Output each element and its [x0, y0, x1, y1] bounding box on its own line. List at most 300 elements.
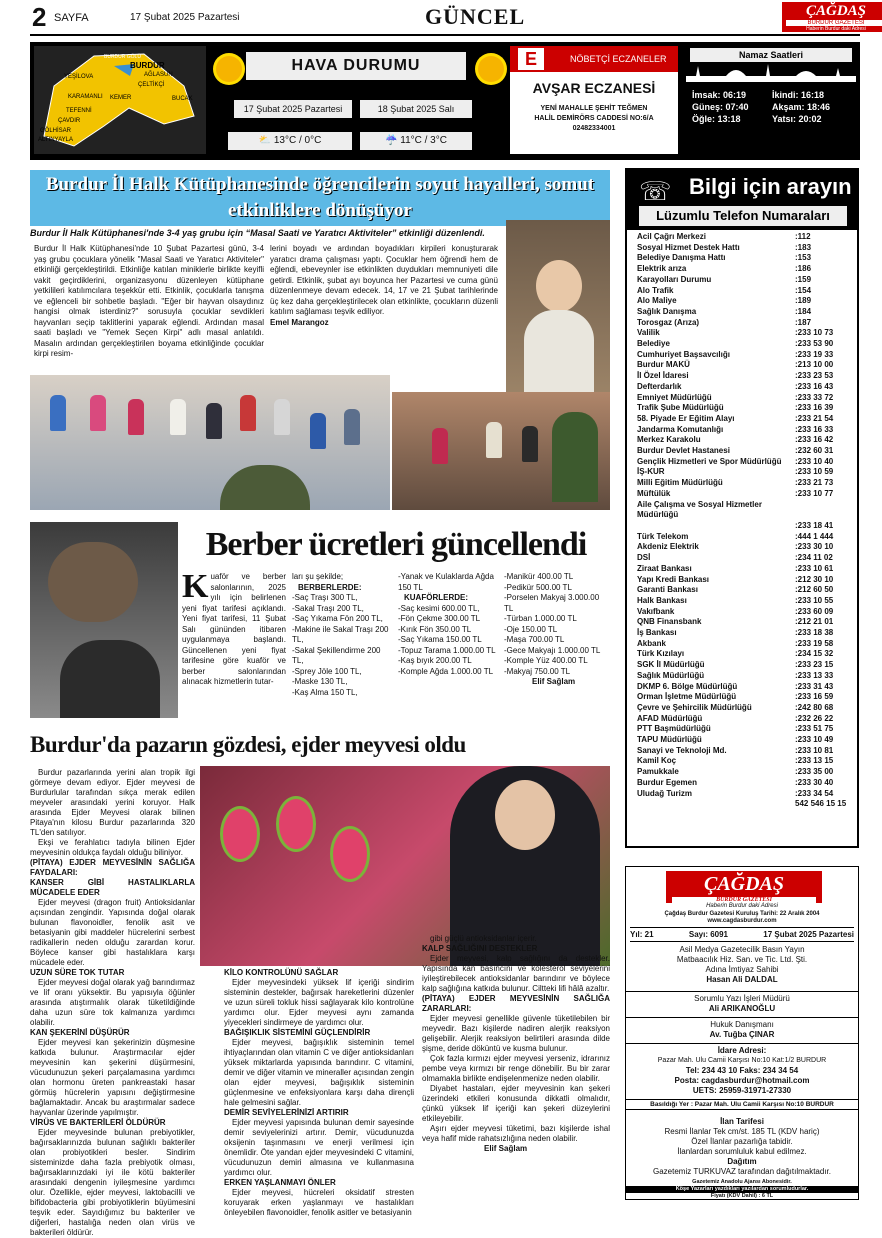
- phone-entry: [637, 660, 851, 671]
- price-item: -Kaş bıyık 200.00 TL: [398, 656, 472, 665]
- pharmacy-panel: [510, 46, 678, 154]
- children-activity-photo: [392, 392, 610, 510]
- section-heading: UZUN SÜRE TOK TUTAR: [30, 968, 125, 977]
- map-town: YEŞİLOVA: [64, 74, 94, 80]
- phone-entry: [637, 360, 851, 371]
- child-face: [536, 260, 582, 312]
- phone-entry: [637, 553, 851, 564]
- phone-entry: [637, 703, 851, 714]
- imprint-box: [625, 866, 859, 1200]
- map-illustration: [34, 46, 206, 154]
- phone-entry-name: Halk Bankası: [637, 595, 687, 605]
- phone-entry-number[interactable]: :233 10 77: [795, 488, 834, 498]
- section-title: GÜNCEL: [425, 4, 526, 29]
- imprint-legal: [626, 1017, 858, 1040]
- owner-line: Adına İmtiyaz Sahibi: [705, 965, 779, 974]
- paragraph: Burdur pazarlarında yerini alan tropik ilgi görmeye devam ediyor. Ejder meyvesi de Burdurlular tarafından sıkça merak edilen meyveler arasındaki yerini koruyor. Halk arasında Ejder Meyvesi olarak bilinen Pitaya'nın kilosu Burdur pazarlarında 320 TL'den satılıyor.: [30, 768, 195, 837]
- phone-entry-number[interactable]: :234 11 02: [795, 553, 833, 563]
- phone-entry-name: Garanti Bankası: [637, 585, 698, 595]
- phone-entry-name: Türk Telekom: [637, 531, 689, 541]
- phone-entry: [637, 275, 851, 286]
- phone-entry-name: SGK İl Müdürlüğü: [637, 660, 705, 670]
- phone-entry-name: Pamukkale: [637, 767, 679, 777]
- phone-entry-number[interactable]: :233 19 33: [795, 349, 834, 359]
- phone-entry-number[interactable]: :233 10 81: [795, 745, 834, 755]
- phone-entry-number[interactable]: :184: [795, 306, 812, 316]
- prayer-gunes: Güneş: 07:40: [692, 102, 749, 112]
- phone-entry: [637, 607, 851, 618]
- logo-text: ÇAĞDAŞ: [805, 3, 867, 19]
- phone-entry-name: DKMP 6. Bölge Müdürlüğü: [637, 681, 738, 691]
- phone-entry: [637, 307, 851, 318]
- phone-entry-number[interactable]: :233 60 09: [795, 606, 834, 616]
- phone-entry-name: Sanayi ve Teknoloji Md.: [637, 745, 727, 755]
- phone-entry-number[interactable]: :233 16 39: [795, 403, 834, 413]
- phone-entry: [637, 457, 851, 468]
- phone-entry-number[interactable]: :233 13 15: [795, 756, 834, 766]
- prayer-yatsi: Yatsı: 20:02: [772, 114, 822, 124]
- hair-pre-list: [398, 572, 498, 593]
- phone-entry: [637, 478, 851, 489]
- phone-entry-number[interactable]: :234 15 32: [795, 649, 834, 659]
- dist-label: Dağıtım: [727, 1157, 757, 1166]
- phone-entry-name: Torosgaz (Arıza): [637, 317, 700, 327]
- imprint-phone: Tel: 234 43 10 Faks: 234 34 54: [685, 1066, 799, 1075]
- address-text: Pazar Mah. Ulu Camii Karşısı No:10 Kat:1/2 BURDUR: [657, 1057, 827, 1064]
- editor-name: Ali ARIKANOĞLU: [708, 1004, 776, 1013]
- ad-line: Resmi İlanlar Tek cm/st. 185 TL (KDV hariç): [664, 1127, 820, 1136]
- footer-line: Gazetemiz Anadolu Ajansı Abonesidir.: [692, 1179, 792, 1185]
- phone-entry-number[interactable]: :233 13 33: [795, 670, 834, 680]
- phone-entry-name: Alo Maliye: [637, 296, 677, 306]
- phone-entry-number[interactable]: :112: [795, 232, 811, 241]
- logo-slogan: Haberin Burdur daki Adresi: [806, 26, 866, 32]
- phone-entry-name: Müftülük: [637, 488, 671, 498]
- article-barber: [30, 522, 610, 722]
- phone-entry: [637, 767, 851, 778]
- map-town: ÇELTİKÇİ: [138, 82, 165, 88]
- imprint-logo: [666, 871, 822, 903]
- phone-entry: [637, 264, 851, 275]
- client-figure: [60, 640, 160, 718]
- imprint-email[interactable]: Posta: cagdasburdur@hotmail.com: [674, 1076, 810, 1085]
- pharmacy-e-icon: E: [518, 48, 544, 70]
- phone-entry-name: Vakıfbank: [637, 606, 675, 616]
- phone-entry-number[interactable]: :233 16 59: [795, 692, 834, 702]
- phone-entry: [637, 339, 851, 350]
- phone-entry-name: Sağlık Müdürlüğü: [637, 670, 705, 680]
- phone-entry-number[interactable]: :159: [795, 274, 812, 284]
- section-heading: BAĞIŞIKLIK SİSTEMİNİ GÜÇLENDİRİR: [224, 1028, 371, 1037]
- price-item: -Maşa 700.00 TL: [504, 635, 565, 644]
- phone-entry-name: Elektrik arıza: [637, 264, 687, 274]
- owner-line: Asil Medya Gazetecilik Basın Yayın: [679, 945, 805, 954]
- ad-line: İlanlardan sorumluluk kabul edilmez.: [677, 1147, 807, 1156]
- paragraph: Çok fazla kırmızı ejder meyvesi yerseniz, idrarınız pembe veya kırmızı bir renge dönebilir. Bu bir zarar olmamakla birlikte endişelenmenize neden olabilir.: [422, 1054, 610, 1083]
- phone-entry: [637, 232, 851, 243]
- phone-entry: [637, 639, 851, 650]
- paragraph: Ejder meyvesi (dragon fruit) Antioksidanlar açısından zengindir. Yapısında doğal olarak bulunan flavonoidler, fenolik asit ve betasiyanin gibi maddeler hücrelerini serbest radikallerin neden olduğu zarardan korur. Böylece kanser gibi hastalıklara karşı mücadele eder.: [30, 898, 195, 967]
- phone-entry-name: İl Özel İdaresi: [637, 371, 689, 381]
- article-dragon-fruit-col3-text: [422, 934, 610, 1144]
- weather-title: HAVA DURUMU: [246, 52, 466, 80]
- phone-entry-number[interactable]: :233 23 15: [795, 660, 834, 670]
- phone-entry: [637, 253, 851, 264]
- pharmacy-phone: 02482334001: [572, 125, 616, 132]
- sun-icon: [216, 56, 242, 82]
- map-town: GÖLHİSAR: [40, 128, 72, 134]
- paragraph: Aşırı ejder meyvesi tüketimi, bazı kişilerde ishal veya hafif mide rahatsızlığına neden olabilir.: [422, 1124, 610, 1143]
- weather-panel: [212, 46, 508, 154]
- phone-entry-number[interactable]: :233 10 73: [795, 328, 834, 338]
- phone-entry-number[interactable]: [795, 500, 851, 521]
- phone-entry-name: Aile Çalışma ve Sosyal Hizmetler Müdürlüğü: [637, 499, 762, 520]
- prayer-ikindi: İkindi: 16:18: [772, 90, 825, 100]
- paragraph: Ejder meyvesi doğal olarak yağ barındırmaz ve lif oranı yüksektir. Bu yapısıyla öğünler arasında atıştırmalık olarak tüketildiğinde daha uzun süre tok kalmanıza yardımcı olabilir.: [30, 978, 195, 1027]
- prayer-ogle: Öğle: 13:18: [692, 114, 741, 124]
- paragraph: gibi güçlü antioksidanlar içerir.: [430, 934, 537, 943]
- article-library: [30, 170, 610, 510]
- phone-entry-number[interactable]: :233 10 61: [795, 563, 834, 573]
- phone-entry-name: DSİ: [637, 553, 651, 563]
- phone-entry-name: Karayolları Durumu: [637, 274, 712, 284]
- imprint-address: [626, 1043, 858, 1096]
- section-heading: ERKEN YAŞLANMAYI ÖNLER: [224, 1178, 336, 1187]
- article-dragon-fruit-col2: [224, 968, 414, 1218]
- hair-figure: [48, 542, 138, 622]
- barber-intro: ları şu şekilde;: [292, 572, 344, 581]
- article-library-col2: [270, 244, 498, 328]
- article-library-col2-text: lerini boyadı ve ardından boyadıkları kirpileri konuşturarak yaratıcı drama çalışması yaptı. Çocuklar hem öğrendi hem de eğlendi, ebeveynler ise etkinlikten duydukları memnuniyeti dile getirdi. Etkinlik, şubat ayı boyunca her Pazartesi ve cuma günü düzenlenmeye devam edecek. 14, 17 ve 21 Şubat tarihlerinde üç kez daha gerçekleştirilecek olan etkinlikte, çocukların düzenli katılım sağlaması teşvik ediliyor.: [270, 244, 498, 316]
- phone-entry-name: Uludağ Turizm: [637, 788, 692, 798]
- price-item: -Oje 150.00 TL: [504, 624, 558, 634]
- phone-entry-name: TAPU Müdürlüğü: [637, 735, 702, 745]
- phone-entry-number[interactable]: :233 10 55: [795, 595, 834, 605]
- phone-entry: [637, 446, 851, 457]
- price-item: -Maske 130 TL,: [292, 677, 348, 686]
- barber-price-list: [292, 593, 394, 698]
- imprint-ads: [626, 1117, 858, 1177]
- phone-entry: [637, 489, 851, 500]
- paragraph: Ejder meyvesi, bağışıklık sisteminin temel ihtiyaçlarından olan vitamin C ve diğer antioksidanları yüksek miktarlarda yapısında barındırır. C vitamini, demir ve diğer vitamin ve mineraller açısından zengin olan ejder meyvesi, bağışıklık sisteminin güçlenmesine ve enfeksiyonlara karşı daha dirençli hale gelmesini sağlar.: [224, 1038, 414, 1107]
- dragon-fruit: [330, 826, 370, 882]
- phone-entry-number[interactable]: :233 35 00: [795, 767, 834, 777]
- editor-label: Sorumlu Yazı İşleri Müdürü: [694, 994, 790, 1003]
- section-heading: KİLO KONTROLÜNÜ SAĞLAR: [224, 968, 339, 977]
- phone-entry-name: Türk Kızılayı: [637, 649, 685, 659]
- teacher-figure: [220, 465, 310, 510]
- legal-name: Av. Tuğba ÇINAR: [709, 1030, 775, 1039]
- price-item: -Yanak ve Kulaklarda Ağda 150 TL: [398, 572, 494, 592]
- phone-entry: [637, 682, 851, 693]
- vendor-face: [495, 780, 555, 850]
- imprint-editor: [626, 991, 858, 1014]
- phone-entry: [637, 350, 851, 361]
- map-town: ALTINYAYLA: [38, 137, 74, 143]
- weather-temp2: [360, 132, 472, 150]
- map-lake-label: BURDUR GÖLÜ: [104, 54, 141, 60]
- article-dragon-fruit-col1: [30, 768, 195, 1238]
- phone-entry: [637, 789, 851, 800]
- phone-entry-name: Trafik Şube Müdürlüğü: [637, 403, 724, 413]
- imprint-web[interactable]: www.cagdasburdur.com: [707, 918, 777, 924]
- phone-entry-number[interactable]: :233 16 33: [795, 424, 834, 434]
- article-barber-col1: [182, 568, 286, 688]
- phone-entry-number[interactable]: :233 53 90: [795, 339, 834, 349]
- phone-entry: [637, 521, 851, 532]
- phone-entry: [637, 382, 851, 393]
- price-item: -Fön Çekme 300.00 TL: [398, 614, 481, 623]
- phone-entry-name: Gençlik Hizmetleri ve Spor Müdürlüğü: [637, 456, 782, 466]
- phone-entry-number[interactable]: :233 10 49: [795, 735, 834, 745]
- prayer-times-title: Namaz Saatleri: [690, 48, 852, 62]
- pharmacy-address: [510, 104, 678, 134]
- price-item: -Saç kesimi 600.00 TL,: [398, 603, 480, 613]
- phone-entry-number[interactable]: :153: [795, 253, 812, 263]
- phone-entry-number[interactable]: :233 21 73: [795, 478, 834, 488]
- weather-day1: 17 Şubat 2025 Pazartesi: [234, 100, 352, 118]
- paragraph: Ejder meyvesindeki yüksek lif içeriği sindirim sisteminin destekler, bağırsak hareketlerini düzenler ve uzun süreli tokluk hissi sağlayarak kilo kontrolüne yardımcı olur. Ejder meyvesi aynı zamanda yiyecekleri sindirmeye de yardımcı olur.: [224, 978, 414, 1027]
- phone-entry-name: Acil Çağrı Merkezi: [637, 232, 706, 241]
- phone-entry: [637, 296, 851, 307]
- phone-entry-name: Burdur Devlet Hastanesi: [637, 446, 730, 456]
- article-barber-author: Elif Sağlam: [532, 677, 576, 686]
- phone-entry-name: Kamil Koç: [637, 756, 677, 766]
- phone-entry-name: Defterdarlık: [637, 381, 682, 391]
- phone-entry-number[interactable]: :189: [795, 296, 812, 306]
- article-library-col1: Burdur İl Halk Kütüphanesi'nde 10 Şubat Pazartesi günü, 3-4 yaş grubu çocuklara yönelik "Masal Saati ve Yaratıcı Aktiviteler" etkinliği gerçekleştirildi. Etkinliğe katılan miniklerle birlikte keyifli vakit geçirdiklerini, organizasyonu düzenleyen kütüphane yetkilileri katılımcılara teşekkür etti. Etkinlik, çocuklarla tanışma ve eğlenceli bir sohbetle başladı. "Eğer bir hayvan olsaydınız hangisi olmak isterdiniz?" sorusuyla çocuklar sevdikleri hayvanları seçip taklitlerini yaparak eğlendi. Ardından masal saati başladı ve "Yemek Seçen Kirpi" adlı masal anlatıldı. Masalın ardından gerçekleştirilen boyama etkinliğinde çocuklar kirpi resim-: [34, 244, 264, 358]
- price-item: -Kırık Fön 350.00 TL: [398, 624, 472, 634]
- imprint-logo-text: ÇAĞDAŞ: [703, 873, 785, 895]
- phone-entry: [637, 692, 851, 703]
- phone-entry-number[interactable]: :233 18 38: [795, 628, 834, 638]
- phone-entry: [637, 575, 851, 586]
- phone-entry: [637, 724, 851, 735]
- owner-line: Matbaacılık Hiz. San. ve Tic. Ltd. Şti.: [676, 955, 808, 964]
- sun-icon: [478, 56, 504, 82]
- prayer-times-panel: [686, 46, 856, 154]
- phone-entry: [637, 596, 851, 607]
- price-item: -Porselen Makyaj 3.000.00 TL: [504, 593, 600, 613]
- phone-entry-number[interactable]: :233 10 40: [795, 456, 834, 466]
- temp2-value: 11°C / 3°C: [400, 135, 447, 146]
- imprint-uets: UETS: 25959-31971-27330: [692, 1086, 792, 1095]
- phone-entry-number[interactable]: :233 51 75: [795, 724, 834, 734]
- rain-icon: ☔: [385, 135, 398, 146]
- imprint-date: 17 Şubat 2025 Pazartesi: [763, 930, 854, 939]
- burdur-map: [34, 46, 206, 154]
- phone-entry-number[interactable]: :233 10 59: [795, 467, 834, 477]
- address-label: İdare Adresi:: [717, 1046, 767, 1055]
- price-item: -Komple Yüz 400.00 TL: [504, 656, 588, 665]
- phone-entry-name: Çevre ve Şehircilik Müdürlüğü: [637, 702, 752, 712]
- price-item: -Sakal Şekillendirme 200 TL,: [292, 645, 381, 665]
- paragraph: Ekşi ve ferahlatıcı tadıyla bilinen Ejder meyvesinin oldukça faydalı olduğu biliniyor.: [30, 838, 195, 857]
- phone-entry-number[interactable]: :233 21 54: [795, 413, 834, 423]
- article-barber-col1-text: uaför ve berber salonlarının, 2025 yılı için belirlenen yeni fiyat tarifesi açıklandı. Yeni fiyat tarifesi, 11 Şubat Salı gününden itibaren uygulanmaya başlandı. Güncellenen yeni fiyat tarifesine göre kuaför ve berber salonlarından alınacak hizmetlerin tutar-: [182, 572, 286, 686]
- phone-entry-number[interactable]: :444 1 444: [795, 531, 834, 541]
- phone-entry-number[interactable]: :212 21 01: [795, 617, 834, 627]
- paragraph: Ejder meyvesi yapısında bulunan demir sayesinde demir seviyelerinizi artırır. Demir, vücudunuzda oksijenin taşınmasını ve enerji verilmesi için önemlidir. Öte yandan ejder meyvesindeki C vitamini, vücudunuzun demiri almasına ve kullanmasına yardımcı olur.: [224, 1118, 414, 1177]
- article-dragon-fruit-headline[interactable]: Burdur'da pazarın gözdesi, ejder meyvesi oldu: [30, 732, 466, 757]
- phone-entry: [637, 756, 851, 767]
- article-library-subheadline: Burdur İl Halk Kütüphanesi'nde 3-4 yaş grubu için “Masal Saati ve Yaratıcı Aktiviteler” etkinliği düzenlendi.: [30, 228, 485, 238]
- map-town: AĞLASUN: [144, 72, 173, 78]
- phone-entry: [637, 393, 851, 404]
- phone-entry-number[interactable]: :233 33 72: [795, 392, 834, 402]
- phone-entry-name: QNB Finansbank: [637, 617, 702, 627]
- prayer-imsak: İmsak: 06:19: [692, 90, 747, 100]
- section-heading: (PİTAYA) EJDER MEYVESİNİN SAĞLIĞA ZARARLARI:: [422, 994, 610, 1013]
- phone-entry-name: Burdur MAKÜ: [637, 360, 690, 370]
- phone-entry-number[interactable]: :233 30 40: [795, 777, 834, 787]
- temp1-value: 13°C / 0°C: [273, 135, 322, 146]
- children-group-photo: [30, 375, 390, 510]
- phone-entry-name: Alo Trafik: [637, 285, 674, 295]
- pharmacy-address-1: YENİ MAHALLE ŞEHİT TEĞMEN: [540, 105, 648, 112]
- partly-sunny-icon: ⛅: [258, 135, 272, 146]
- phone-entry-number[interactable]: :233 19 58: [795, 638, 834, 648]
- price-item: -Makine ile Sakal Traşı 200 TL,: [292, 624, 389, 644]
- phone-entry-name: Sağlık Danışma: [637, 306, 697, 316]
- paragraph: Ejder meyvesi genellikle güvenle tüketilebilen bir meyvedir. Bazı kişilerde nadiren alerjik reaksiyon gelişebilir. Alerjik reaksiyon belirtileri arasında dilde şişme, deride döküntü ve kusma bulunur.: [422, 1014, 610, 1053]
- newspaper-logo[interactable]: [782, 2, 882, 32]
- pharmacy-address-2: HALİL DEMİRÖRS CADDESİ NO:6/A: [534, 115, 654, 122]
- info-band: [30, 42, 860, 160]
- mosque-silhouette-icon: [686, 62, 856, 82]
- pharmacy-name: AVŞAR ECZANESİ: [532, 80, 656, 96]
- phone-entry: [637, 532, 851, 543]
- price-item: -Topuz Tarama 1.000.00 TL: [398, 645, 496, 655]
- phone-entry: [637, 414, 851, 425]
- phone-entry: [637, 500, 851, 521]
- phone-entry-name: Belediye Danışma Hattı: [637, 253, 726, 263]
- phone-entry-name: Yapı Kredi Bankası: [637, 574, 710, 584]
- weather-temp1: [228, 132, 352, 150]
- teacher-figure: [552, 412, 598, 502]
- phone-entry-number[interactable]: :183: [795, 242, 812, 252]
- imprint-footer: [626, 1179, 858, 1200]
- phone-entry: [637, 425, 851, 436]
- article-dragon-fruit-col3: [422, 934, 610, 1154]
- map-town: ÇAVDIR: [58, 118, 81, 124]
- page-header: [30, 2, 867, 36]
- phone-entry-number[interactable]: :242 80 68: [795, 702, 834, 712]
- phone-entry: [637, 649, 851, 660]
- paragraph: Ejder meyvesi, kalp sağlığını da destekler. Yapısında kan basıncını ve kolesterol seviyelerini iyileştirebilecek antioksidanlar barındırır ve böylece kalp sağlığına katkıda bulunur. Ciltteki lifi hâlâ azaltır.: [422, 954, 610, 993]
- imprint-issue: [630, 927, 854, 942]
- phone-list: [637, 232, 851, 810]
- price-item: -Gece Makyajı 1.000.00 TL: [504, 645, 601, 655]
- pharmacy-header: NÖBETÇİ ECZANELER: [510, 46, 678, 72]
- phone-entry-number[interactable]: :212 60 50: [795, 585, 834, 595]
- phone-entry-name: Valilik: [637, 328, 660, 338]
- hair-head: KUAFÖRLERDE:: [404, 593, 468, 602]
- map-town: KARAMANLI: [68, 94, 103, 100]
- price-item: -Manikür 400.00 TL: [504, 572, 574, 581]
- article-library-headline[interactable]: Burdur İl Halk Kütüphanesinde öğrencilerin soyut hayalleri, somut etkinliklere dönüşüyor: [30, 170, 610, 226]
- phone-entry-name: Cumhuriyet Başsavcılığı: [637, 349, 730, 359]
- phone-directory-subtitle: Lüzumlu Telefon Numaraları: [639, 206, 847, 226]
- header-date: 17 Şubat 2025 Pazartesi: [130, 12, 240, 23]
- phone-entry-number[interactable]: :233 18 41: [795, 520, 834, 530]
- imprint-owner: [626, 945, 858, 985]
- paragraph: Ejder meyvesinde bulunan prebiyotikler, bağırsaklarınızda bulunan sağlıklı bakteriler olan probiyotikleri besler. Sindirim sisteminizde daha fazla prebiyotik olması, bağırsaklarınızdaki iyi ile kötü bakteriler arasındaki dengenin iyileşmesine yardımcı olur. Özellikle, ejder meyvesi, laktobacilli ve bifidobacteria gibi probiyotiklerin büyümesini teşvik eder. Sayıdığımız bu bakteriler ve diğerleri, hastalığa neden olan virüs ve bakterileri öldürür.: [30, 1128, 195, 1237]
- map-town: BURDUR: [130, 61, 165, 70]
- phone-entry-number[interactable]: 542 546 15 15: [795, 799, 847, 809]
- phone-entry-number[interactable]: :232 26 22: [795, 713, 834, 723]
- phone-entry-number[interactable]: :187: [795, 317, 812, 327]
- map-town: TEFENNİ: [66, 108, 92, 114]
- phone-entry-number[interactable]: :213 10 00: [795, 360, 834, 370]
- prayer-aksam: Akşam: 18:46: [772, 102, 831, 112]
- beauty-price-list: [504, 572, 608, 677]
- price-item: -Pedikür 500.00 TL: [504, 582, 572, 592]
- article-library-author: Emel Marangoz: [270, 317, 329, 327]
- price-item: -Kaş Alma 150 TL,: [292, 687, 358, 697]
- phone-entry: [637, 318, 851, 329]
- phone-entry-number[interactable]: :154: [795, 285, 812, 295]
- page-label: SAYFA: [54, 12, 89, 24]
- imprint-logo-sub: BURDUR GAZETESİ: [672, 897, 816, 903]
- article-barber-headline[interactable]: Berber ücretleri güncellendi: [205, 526, 587, 563]
- phone-entry: [637, 585, 851, 596]
- phone-entry-name: İş Bankası: [637, 628, 677, 638]
- ad-label: İlan Tarifesi: [720, 1117, 764, 1126]
- phone-entry-number[interactable]: :233 30 10: [795, 542, 834, 552]
- phone-entry: [637, 735, 851, 746]
- legal-label: Hukuk Danışmanı: [710, 1020, 774, 1029]
- phone-entry-name: PTT Başmüdürlüğü: [637, 724, 711, 734]
- phone-entry-number[interactable]: :212 30 10: [795, 574, 834, 584]
- phone-entry-number[interactable]: :233 16 42: [795, 435, 834, 445]
- price-item: -Sprey Jöle 100 TL,: [292, 666, 362, 676]
- barber-head: BERBERLERDE:: [298, 582, 362, 592]
- phone-directory-title: Bilgi için arayın: [689, 174, 852, 199]
- phone-entry-name: Merkez Karakolu: [637, 435, 701, 445]
- phone-entry-number[interactable]: :186: [795, 264, 812, 274]
- article-dragon-fruit-author: Elif Sağlam: [484, 1144, 528, 1153]
- drop-cap: K: [182, 568, 209, 605]
- section-heading: KANSER GİBİ HASTALIKLARLA MÜCADELE EDER: [30, 878, 195, 897]
- phone-entry-number[interactable]: :233 23 53: [795, 371, 834, 381]
- price-item: -Türban 1.000.00 TL: [504, 614, 577, 623]
- phone-entry-number[interactable]: :233 16 43: [795, 381, 834, 391]
- phone-entry: [637, 243, 851, 254]
- phone-entry-number[interactable]: :233 34 54: [795, 788, 834, 798]
- phone-entry: [637, 671, 851, 682]
- phone-entry-name: Burdur Egemen: [637, 777, 698, 787]
- phone-entry: [637, 371, 851, 382]
- price-item: -Sakal Traşı 200 TL,: [292, 603, 364, 613]
- section-heading: VİRÜS VE BAKTERİLERİ ÖLDÜRÜR: [30, 1118, 166, 1127]
- phone-entry: [637, 746, 851, 757]
- phone-entry-number[interactable]: :232 60 31: [795, 446, 834, 456]
- map-town: KEMER: [110, 95, 132, 101]
- footer-line: Köşe Yazarları yazdıkları yazılardan sorumludurlar.: [626, 1186, 858, 1193]
- article-barber-col2: [292, 572, 394, 698]
- phone-entry-name: İŞ-KUR: [637, 467, 665, 477]
- phone-entry-name: Emniyet Müdürlüğü: [637, 392, 712, 402]
- price-item: -Saç Yıkama 150.00 TL: [398, 635, 482, 644]
- phone-entry: [637, 467, 851, 478]
- phone-entry-number[interactable]: :233 31 43: [795, 681, 834, 691]
- phone-entry-name: Akbank: [637, 638, 666, 648]
- section-heading: KAN ŞEKERİNİ DÜŞÜRÜR: [30, 1028, 130, 1037]
- section-heading: (PİTAYA) EJDER MEYVESİNİN SAĞLIĞA FAYDALARI:: [30, 858, 195, 877]
- price-item: -Saç Yıkama Fön 200 TL,: [292, 614, 383, 623]
- imprint-print: Basıldığı Yer : Pazar Mah. Ulu Camii Karşısı No:10 BURDUR: [626, 1099, 858, 1110]
